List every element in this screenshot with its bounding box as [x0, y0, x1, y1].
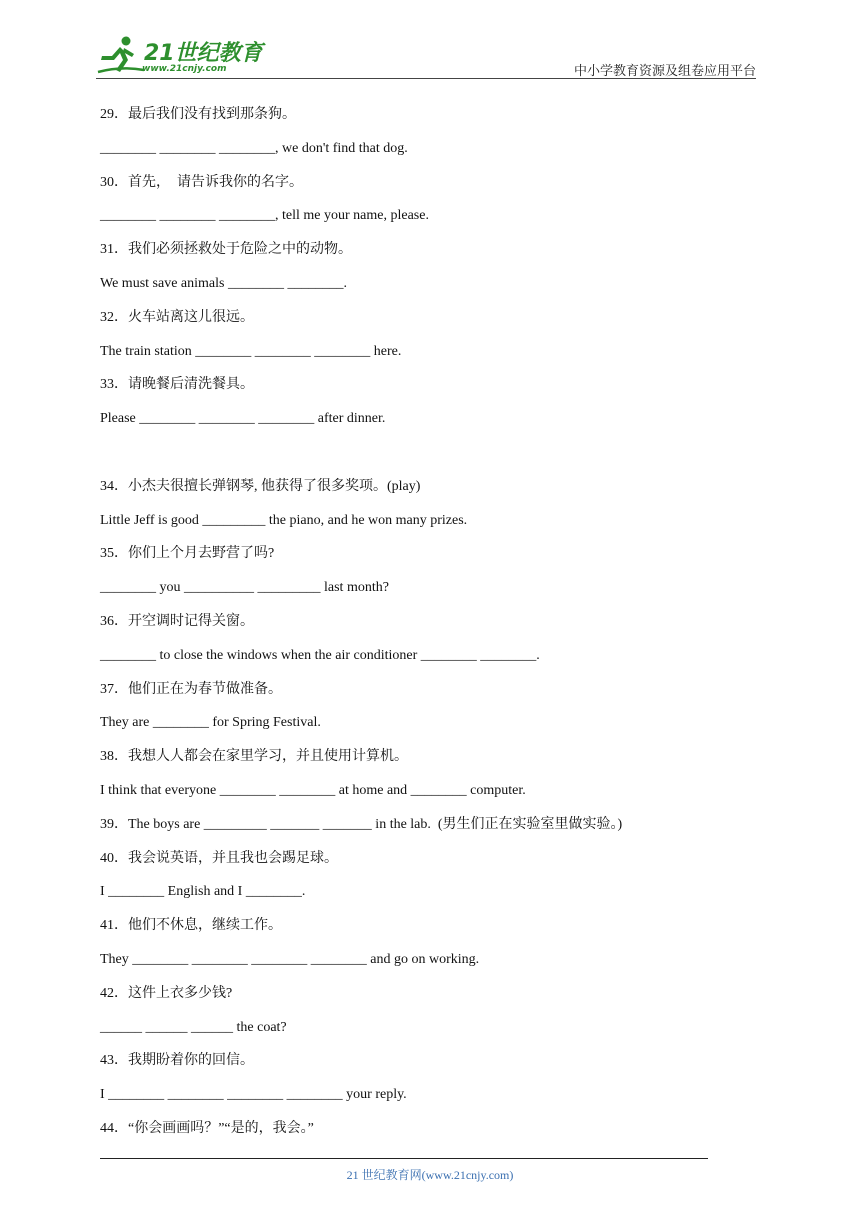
logo-url: www.21cnjy.com: [142, 64, 227, 74]
question-36: 36．开空调时记得关窗。: [100, 613, 254, 629]
answer-30: ________ ________ ________, tell me your name, please.: [100, 208, 429, 224]
logo: [96, 34, 266, 76]
footer-divider: [100, 1158, 708, 1159]
question-34: 34．小杰夫很擅长弹钢琴, 他获得了很多奖项。(play): [100, 478, 421, 494]
answer-40: I ________ English and I ________.: [100, 884, 306, 900]
answer-36: ________ to close the windows when the air conditioner ________ ________.: [100, 647, 540, 663]
answer-29: ________ ________ ________, we don't find that dog.: [100, 140, 408, 156]
question-31: 31．我们必须拯救处于危险之中的动物。: [100, 242, 352, 258]
answer-34: Little Jeff is good _________ the piano, and he won many prizes.: [100, 512, 468, 528]
question-39: 39．The boys are _________ _______ _______ in the lab. (男生们正在实验室里做实验。): [100, 816, 623, 832]
question-37: 37．他们正在为春节做准备。: [100, 681, 282, 697]
runner-logo-icon: [96, 34, 146, 76]
answer-38: I think that everyone ________ ________ at home and ________ computer.: [100, 782, 526, 798]
question-38: 38．我想人人都会在家里学习，并且使用计算机。: [100, 749, 408, 765]
question-40: 40．我会说英语，并且我也会踢足球。: [100, 850, 338, 866]
exercise-content: [100, 104, 740, 1152]
blank-spacer: [100, 442, 740, 476]
answer-32: The train station ________ ________ ________ here.: [100, 343, 402, 359]
answer-42: ______ ______ ______ the coat?: [100, 1019, 287, 1035]
answer-35: ________ you __________ _________ last month?: [100, 580, 389, 596]
page-header: [96, 34, 756, 80]
question-44: 44．“你会画画吗？”“是的，我会。”: [100, 1120, 314, 1136]
footer-text: 21 世纪教育网(www.21cnjy.com): [346, 1168, 514, 1182]
answer-41: They ________ ________ ________ ________ and go on working.: [100, 951, 480, 967]
answer-43: I ________ ________ ________ ________ your reply.: [100, 1087, 407, 1103]
answer-33: Please ________ ________ ________ after dinner.: [100, 411, 386, 427]
header-divider: [96, 78, 756, 79]
question-30: 30．首先， 请告诉我你的名字。: [100, 174, 303, 190]
question-42: 42．这件上衣多少钱?: [100, 985, 233, 1001]
answer-31: We must save animals ________ ________.: [100, 275, 347, 291]
question-33: 33．请晚餐后清洗餐具。: [100, 377, 254, 393]
question-29: 29．最后我们没有找到那条狗。: [100, 107, 296, 122]
answer-37: They are ________ for Spring Festival.: [100, 715, 321, 731]
logo-text: 21世纪教育: [144, 41, 263, 66]
question-32: 32．火车站离这儿很远。: [100, 309, 254, 325]
header-platform-text: 中小学教育资源及组卷应用平台: [573, 63, 756, 78]
question-35: 35．你们上个月去野营了吗?: [100, 546, 275, 562]
question-41: 41．他们不休息，继续工作。: [100, 918, 282, 934]
question-43: 43．我期盼着你的回信。: [100, 1053, 254, 1069]
